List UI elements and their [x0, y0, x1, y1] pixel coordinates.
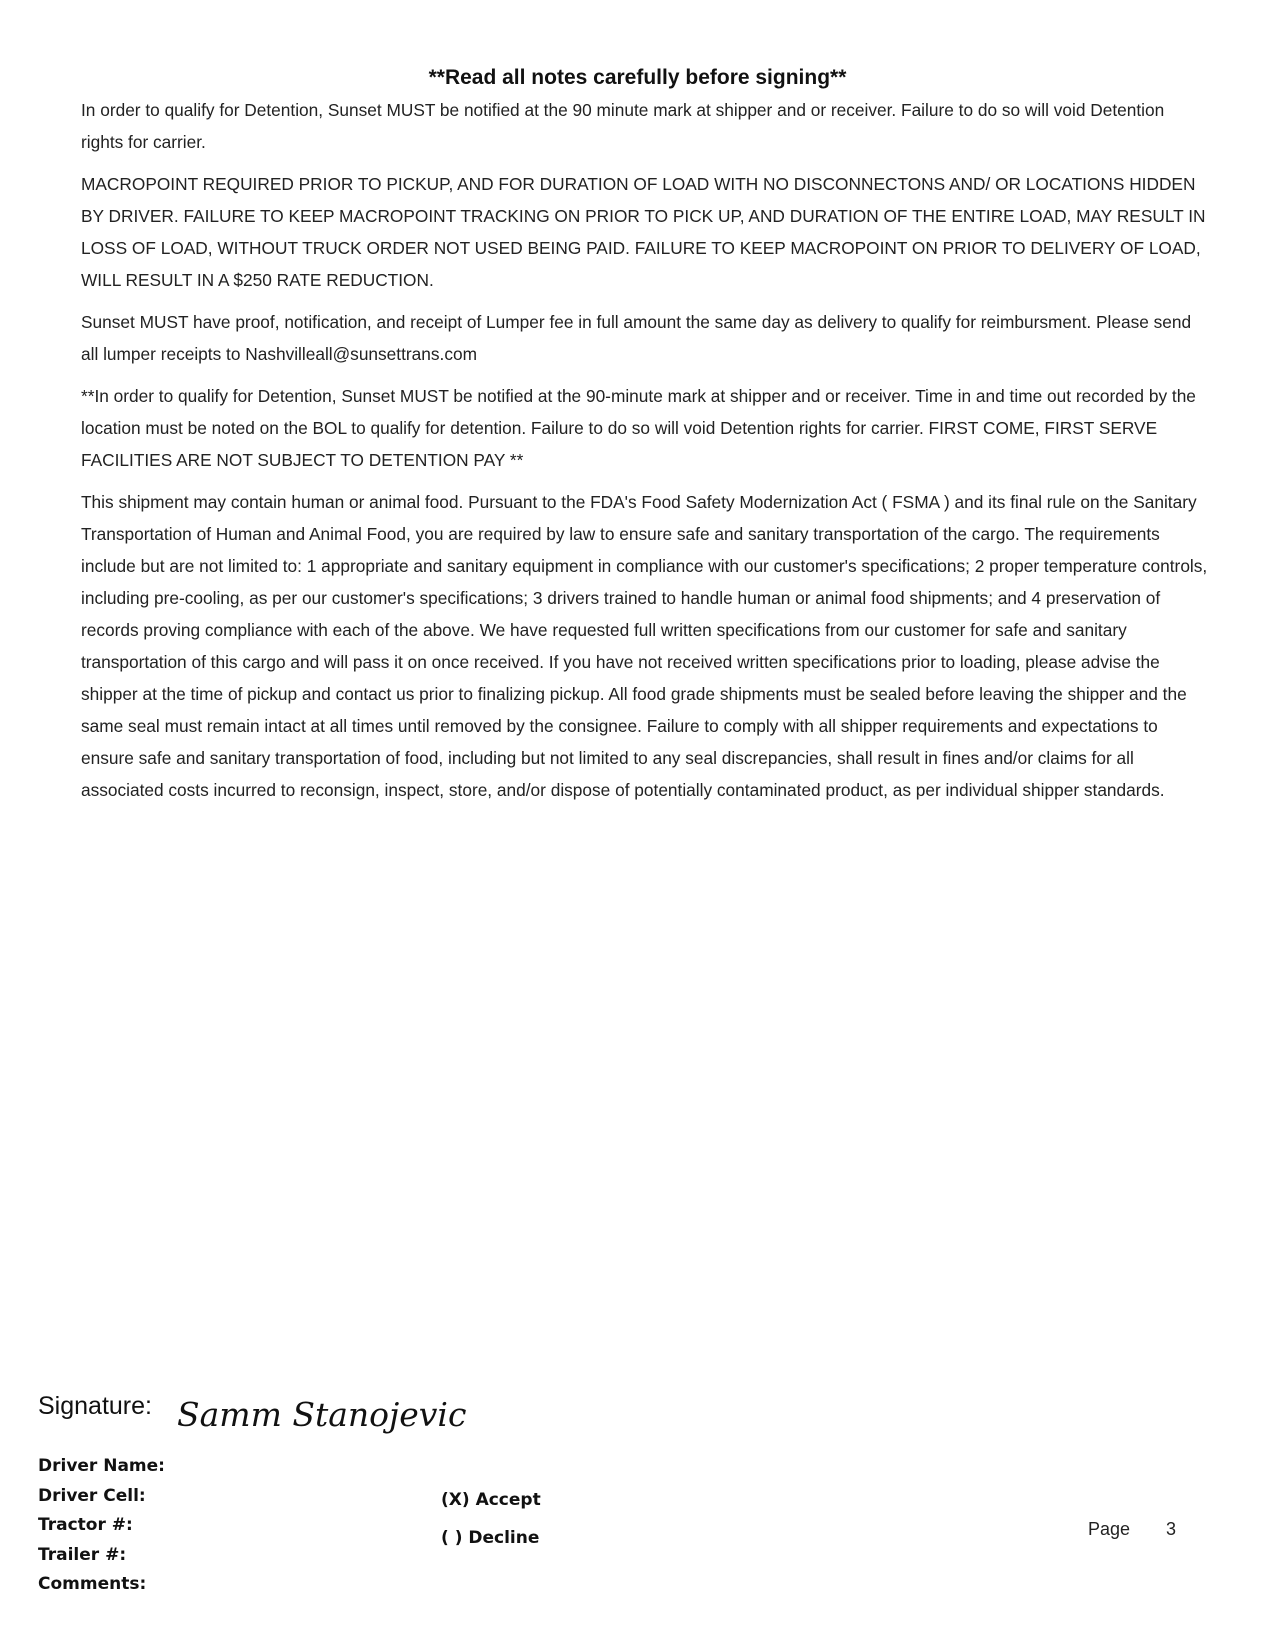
- page-label: Page: [1088, 1519, 1131, 1539]
- fsma-note: This shipment may contain human or animal food. Pursuant to the FDA's Food Safety Modernization Act ( FSMA ) and its final rule on the Sanitary Transportation of Human and Animal Food, you are required by law to ensure safe and sanitary transportation of the cargo. The requirements include but are not limited to: 1 appropriate and sanitary equipment in compliance with our customer's specifications; 2 proper temperature controls, including pre-cooling, as per our customer's specifications; 3 drivers trained to handle human or animal food shipments; and 4 preservation of records proving compliance with each of the above. We have requested full written specifications from our customer for safe and sanitary transportation of this cargo and will pass it on once received. If you have not received written specifications prior to loading, please advise the shipper at the time of pickup and contact us prior to finalizing pickup. All food grade shipments must be sealed before leaving the shipper and the same seal must remain intact at all times until removed by the consignee. Failure to comply with all shipper requirements and expectations to ensure safe and sanitary transportation of food, including but not limited to any seal discrepancies, shall result in fines and/or claims for all associated costs incurred to reconsign, inspect, store, and/or dispose of potentially contaminated product, as per individual shipper standards.: [81, 492, 1208, 800]
- macropoint-note: MACROPOINT REQUIRED PRIOR TO PICKUP, AND FOR DURATION OF LOAD WITH NO DISCONNECTONS AND/ OR LOCATIONS HIDDEN BY DRIVER. FAILURE TO KEEP MACROPOINT TRACKING ON PRIOR TO PICK UP, AND DURATION OF THE ENTIRE LOAD, MAY RESULT IN LOSS OF LOAD, WITHOUT TRUCK ORDER NOT USED BEING PAID. FAILURE TO KEEP MACROPOINT ON PRIOR TO DELIVERY OF LOAD, WILL RESULT IN A $250 RATE REDUCTION.: [81, 174, 1206, 290]
- comments-label: Comments:: [38, 1574, 147, 1594]
- decision-options: [441, 1490, 541, 1566]
- notes-section: [81, 94, 1211, 816]
- page-number: [1088, 1519, 1176, 1540]
- lumper-note: Sunset MUST have proof, notification, and receipt of Lumper fee in full amount the same day as delivery to qualify for reimbursment. Please send all lumper receipts to Nashvilleall@sunsettrans.com: [81, 312, 1192, 364]
- accept-option[interactable]: (X) Accept: [441, 1490, 541, 1510]
- handwritten-signature: [177, 1382, 547, 1442]
- trailer-label: Trailer #:: [38, 1544, 127, 1565]
- driver-fields: [38, 1452, 165, 1600]
- detention-note: In order to qualify for Detention, Sunset MUST be notified at the 90 minute mark at shipper and or receiver. Failure to do so will void Detention rights for carrier.: [81, 100, 1165, 152]
- driver-name-label: Driver Name:: [38, 1456, 165, 1476]
- signature-label: Signature:: [38, 1392, 152, 1420]
- notes-heading: **Read all notes carefully before signing**: [428, 66, 847, 89]
- signature-text: Samm Stanojevic: [177, 1395, 467, 1434]
- detention-time-note: **In order to qualify for Detention, Sunset MUST be notified at the 90-minute mark at shipper and or receiver. Time in and time out recorded by the location must be noted on the BOL to qualify for detention. Failure to do so will void Detention rights for carrier. FIRST COME, FIRST SERVE FACILITIES ARE NOT SUBJECT TO DETENTION PAY **: [81, 386, 1196, 470]
- tractor-label: Tractor #:: [38, 1515, 133, 1535]
- driver-cell-label: Driver Cell:: [38, 1485, 146, 1506]
- decline-option[interactable]: ( ) Decline: [441, 1528, 540, 1548]
- page-number-value: 3: [1166, 1519, 1177, 1539]
